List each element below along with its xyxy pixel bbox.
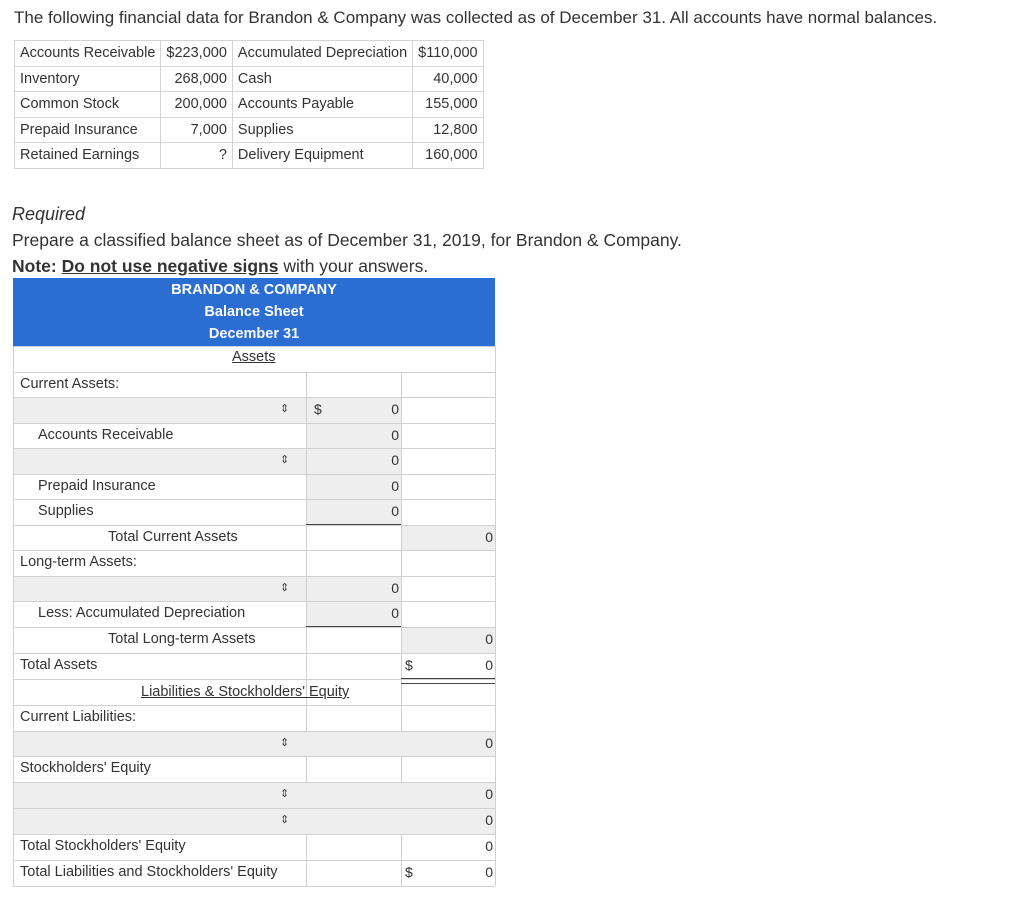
company-name: BRANDON & COMPANY xyxy=(171,282,337,298)
account-name: Inventory xyxy=(15,66,161,92)
account-value: 40,000 xyxy=(413,66,483,92)
double-underline xyxy=(401,678,495,684)
note-rest: with your answers. xyxy=(278,256,429,276)
amount-value: 0 xyxy=(485,657,493,673)
account-value: 268,000 xyxy=(161,66,232,92)
total-stockholders-equity-label: Total Stockholders' Equity xyxy=(20,838,186,854)
total-assets-label: Total Assets xyxy=(20,657,98,673)
input-field[interactable] xyxy=(14,732,495,756)
accounts-receivable-label: Accounts Receivable xyxy=(38,427,174,443)
assets-heading: Assets xyxy=(232,349,276,365)
account-name: Cash xyxy=(232,66,412,92)
amount-value: 0 xyxy=(391,605,399,621)
amount-value: 0 xyxy=(391,503,399,519)
amount-value: 0 xyxy=(485,529,493,545)
account-value: 160,000 xyxy=(413,143,483,169)
account-value: $223,000 xyxy=(161,41,232,67)
account-value: 200,000 xyxy=(161,92,232,118)
row-divider xyxy=(13,834,495,835)
intro-text: The following financial data for Brandon & Company was collected as of December 31. All accounts have normal balances. xyxy=(14,8,938,27)
amount-value: 0 xyxy=(485,786,493,802)
total-liabilities-equity-label: Total Liabilities and Stockholders' Equity xyxy=(20,864,278,880)
dollar-sign: $ xyxy=(405,657,413,673)
account-name: Retained Earnings xyxy=(15,143,161,169)
amount-value: 0 xyxy=(391,580,399,596)
dollar-sign: $ xyxy=(405,864,413,880)
input-field[interactable] xyxy=(14,809,495,834)
account-name: Accumulated Depreciation xyxy=(232,41,412,67)
dollar-sign: $ xyxy=(314,401,322,417)
amount-value: 0 xyxy=(391,452,399,468)
account-name: Prepaid Insurance xyxy=(15,117,161,143)
total-long-term-assets-label: Total Long-term Assets xyxy=(108,631,256,647)
account-row xyxy=(15,66,484,92)
note-label: Note: xyxy=(12,256,57,276)
prepare-instruction: Prepare a classified balance sheet as of December 31, 2019, for Brandon & Company. xyxy=(12,230,682,250)
amount-value: 0 xyxy=(391,401,399,417)
row-divider xyxy=(13,372,495,373)
less-accumulated-depreciation-label: Less: Accumulated Depreciation xyxy=(38,605,246,621)
account-name: Supplies xyxy=(232,117,412,143)
account-value: 12,800 xyxy=(413,117,483,143)
row-divider xyxy=(13,601,495,602)
select-arrows-icon[interactable]: ⇕ xyxy=(280,788,290,800)
select-arrows-icon[interactable]: ⇕ xyxy=(280,737,290,749)
account-row xyxy=(15,117,484,143)
row-divider xyxy=(13,423,495,424)
select-arrows-icon[interactable]: ⇕ xyxy=(280,403,290,415)
input-field[interactable] xyxy=(14,577,306,601)
statement-date: December 31 xyxy=(208,326,300,342)
account-name: Accounts Receivable xyxy=(15,41,161,67)
row-divider xyxy=(13,653,495,654)
account-value: $110,000 xyxy=(413,41,483,67)
balance-sheet-header xyxy=(13,278,495,346)
account-name: Common Stock xyxy=(15,92,161,118)
account-data-table xyxy=(14,40,484,169)
select-arrows-icon[interactable]: ⇕ xyxy=(280,454,290,466)
amount-value: 0 xyxy=(485,812,493,828)
stockholders-equity-label: Stockholders' Equity xyxy=(20,760,151,776)
amount-value: 0 xyxy=(485,631,493,647)
account-value: 155,000 xyxy=(413,92,483,118)
note-text xyxy=(12,256,428,277)
liabilities-equity-heading: Liabilities & Stockholders' Equity xyxy=(141,684,350,700)
row-divider xyxy=(13,499,495,500)
select-arrows-icon[interactable]: ⇕ xyxy=(280,814,290,826)
amount-value: 0 xyxy=(485,735,493,751)
long-term-assets-label: Long-term Assets: xyxy=(20,554,137,570)
account-row xyxy=(15,143,484,169)
current-liabilities-label: Current Liabilities: xyxy=(20,709,137,725)
prepaid-insurance-label: Prepaid Insurance xyxy=(38,478,156,494)
required-heading: Required xyxy=(12,204,86,224)
row-divider xyxy=(13,474,495,475)
account-row xyxy=(15,41,484,67)
total-current-assets-label: Total Current Assets xyxy=(108,529,238,545)
amount-value: 0 xyxy=(391,427,399,443)
note-emphasis: Do not use negative signs xyxy=(61,256,279,276)
row-divider xyxy=(13,346,495,347)
subtotal-rule xyxy=(306,626,401,627)
input-field[interactable] xyxy=(14,783,495,808)
current-assets-label: Current Assets: xyxy=(20,376,120,392)
row-divider xyxy=(13,860,495,861)
amount-value: 0 xyxy=(485,838,493,854)
amount-value: 0 xyxy=(391,478,399,494)
supplies-label: Supplies xyxy=(38,503,94,519)
input-field[interactable] xyxy=(14,449,306,474)
account-row xyxy=(15,92,484,118)
statement-title: Balance Sheet xyxy=(204,304,304,320)
grid-right-border xyxy=(495,346,496,886)
row-divider xyxy=(13,705,495,706)
account-name: Accounts Payable xyxy=(232,92,412,118)
amount-value: 0 xyxy=(485,864,493,880)
account-value: ? xyxy=(161,143,232,169)
row-divider xyxy=(13,756,495,757)
account-name: Delivery Equipment xyxy=(232,143,412,169)
subtotal-rule xyxy=(306,524,401,525)
row-divider xyxy=(13,886,495,887)
input-field[interactable] xyxy=(14,398,306,423)
row-divider xyxy=(13,550,495,551)
select-arrows-icon[interactable]: ⇕ xyxy=(280,582,290,594)
account-value: 7,000 xyxy=(161,117,232,143)
